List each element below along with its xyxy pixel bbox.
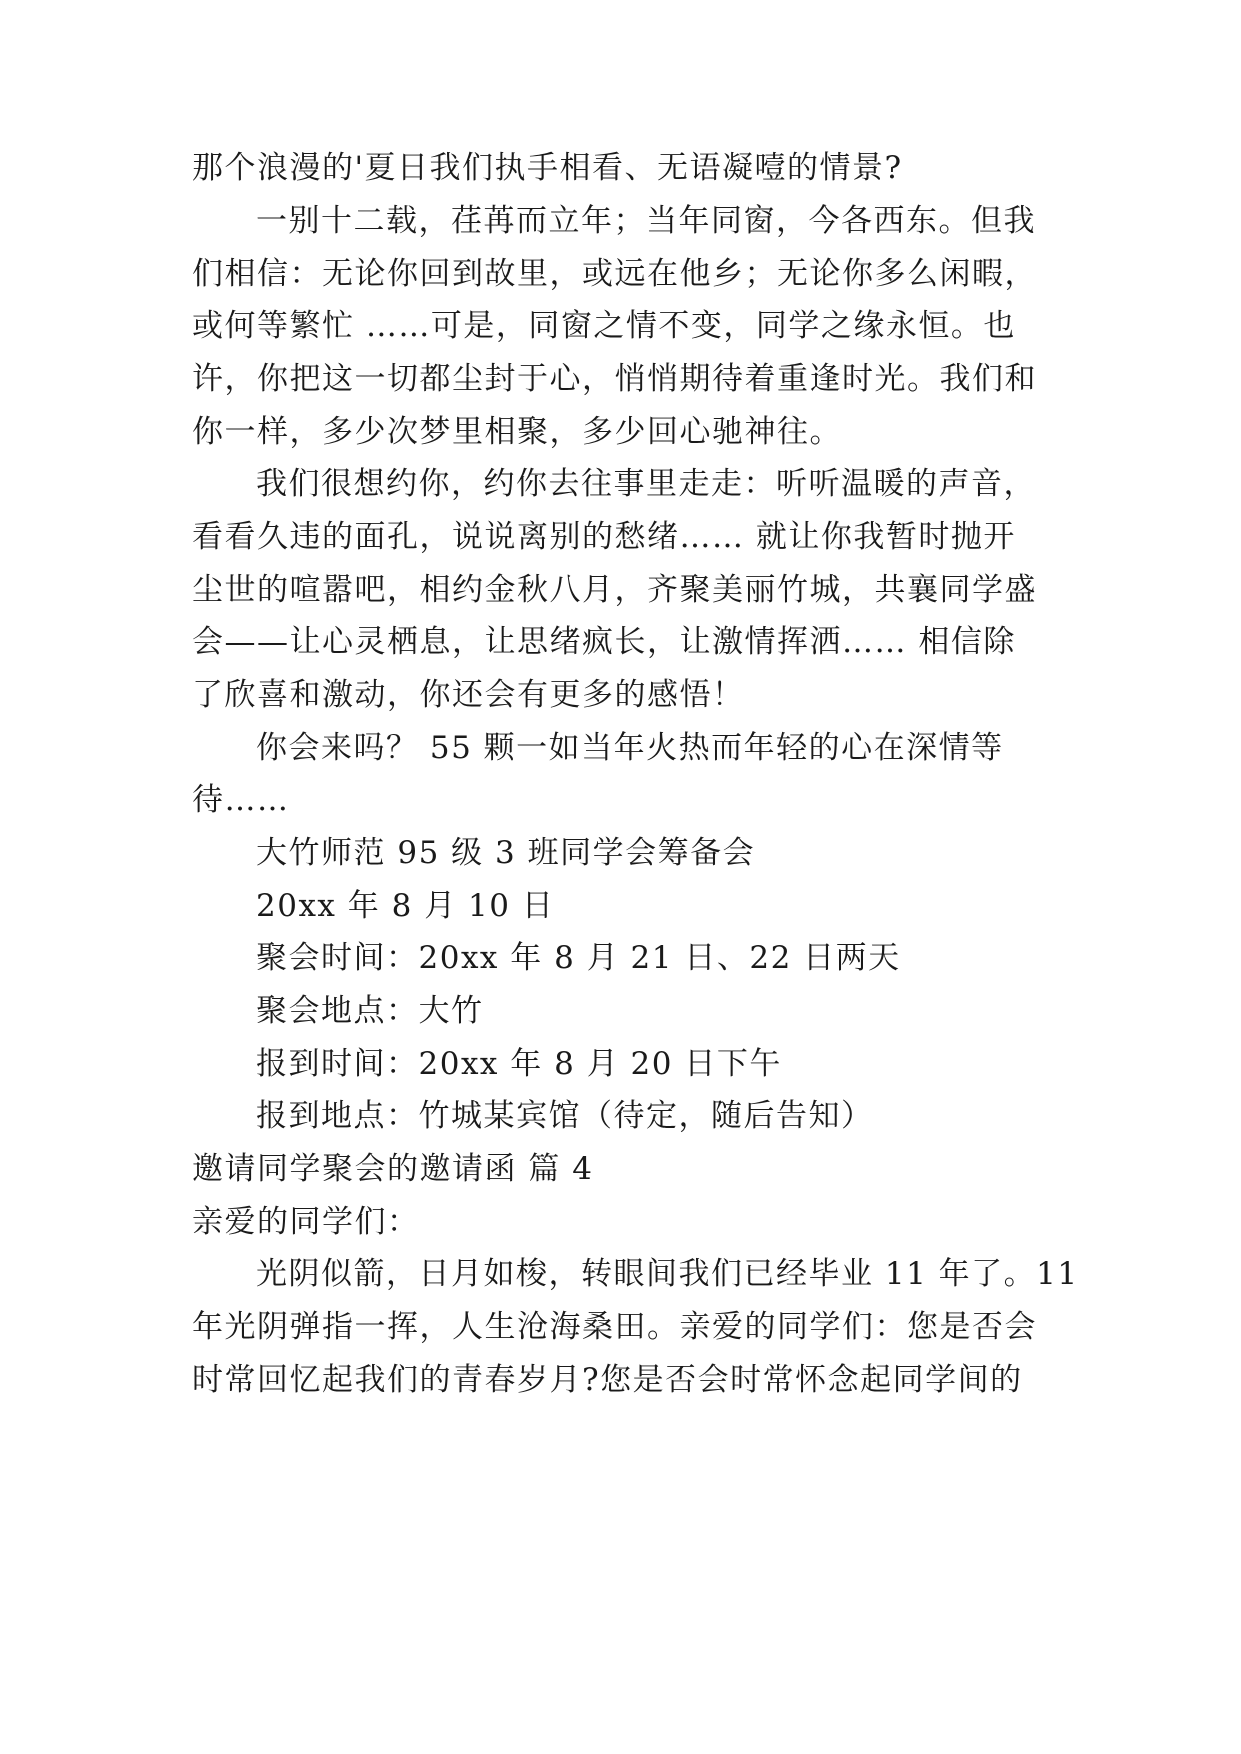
party-time: 聚会时间：20xx 年 8 月 21 日、22 日两天 — [256, 940, 901, 976]
text-line: 们相信：无论你回到故里，或远在他乡；无论你多么闲暇， — [192, 256, 1037, 292]
text-line: 你一样，多少次梦里相聚，多少回心驰神往。 — [192, 414, 842, 450]
text-line: 年光阴弹指一挥，人生沧海桑田。亲爱的同学们：您是否会 — [192, 1309, 1037, 1345]
text-line: 待…… — [192, 782, 290, 818]
text-line: 许，你把这一切都尘封于心，悄悄期待着重逢时光。我们和 — [192, 361, 1037, 397]
signature-date: 20xx 年 8 月 10 日 — [256, 888, 555, 924]
text-line: 你会来吗？ 55 颗一如当年火热而年轻的心在深情等 — [256, 730, 1004, 766]
salutation: 亲爱的同学们： — [192, 1204, 420, 1240]
signature-organizer: 大竹师范 95 级 3 班同学会筹备会 — [256, 835, 756, 871]
text-line: 我们很想约你，约你去往事里走走：听听温暖的声音， — [256, 466, 1036, 502]
text-line: 光阴似箭，日月如梭，转眼间我们已经毕业 11 年了。11 — [256, 1256, 1079, 1292]
text-line: 了欣喜和激动，你还会有更多的感悟！ — [192, 677, 745, 713]
checkin-time: 报到时间：20xx 年 8 月 20 日下午 — [256, 1046, 782, 1082]
section-heading: 邀请同学聚会的邀请函 篇 4 — [192, 1151, 594, 1187]
text-line: 尘世的喧嚣吧，相约金秋八月，齐聚美丽竹城，共襄同学盛 — [192, 572, 1037, 608]
text-line: 那个浪漫的'夏日我们执手相看、无语凝噎的情景? — [192, 150, 903, 186]
text-line: 或何等繁忙 ……可是，同窗之情不变，同学之缘永恒。也 — [192, 308, 1016, 344]
party-location: 聚会地点：大竹 — [256, 993, 484, 1029]
checkin-location: 报到地点：竹城某宾馆（待定，随后告知） — [256, 1098, 874, 1134]
text-line: 看看久违的面孔，说说离别的愁绪…… 就让你我暂时抛开 — [192, 519, 1016, 555]
text-line: 会——让心灵栖息，让思绪疯长，让激情挥洒…… 相信除 — [192, 624, 1016, 660]
text-line: 时常回忆起我们的青春岁月?您是否会时常怀念起同学间的 — [192, 1362, 1023, 1398]
text-line: 一别十二载，荏苒而立年；当年同窗，今各西东。但我 — [256, 203, 1036, 239]
